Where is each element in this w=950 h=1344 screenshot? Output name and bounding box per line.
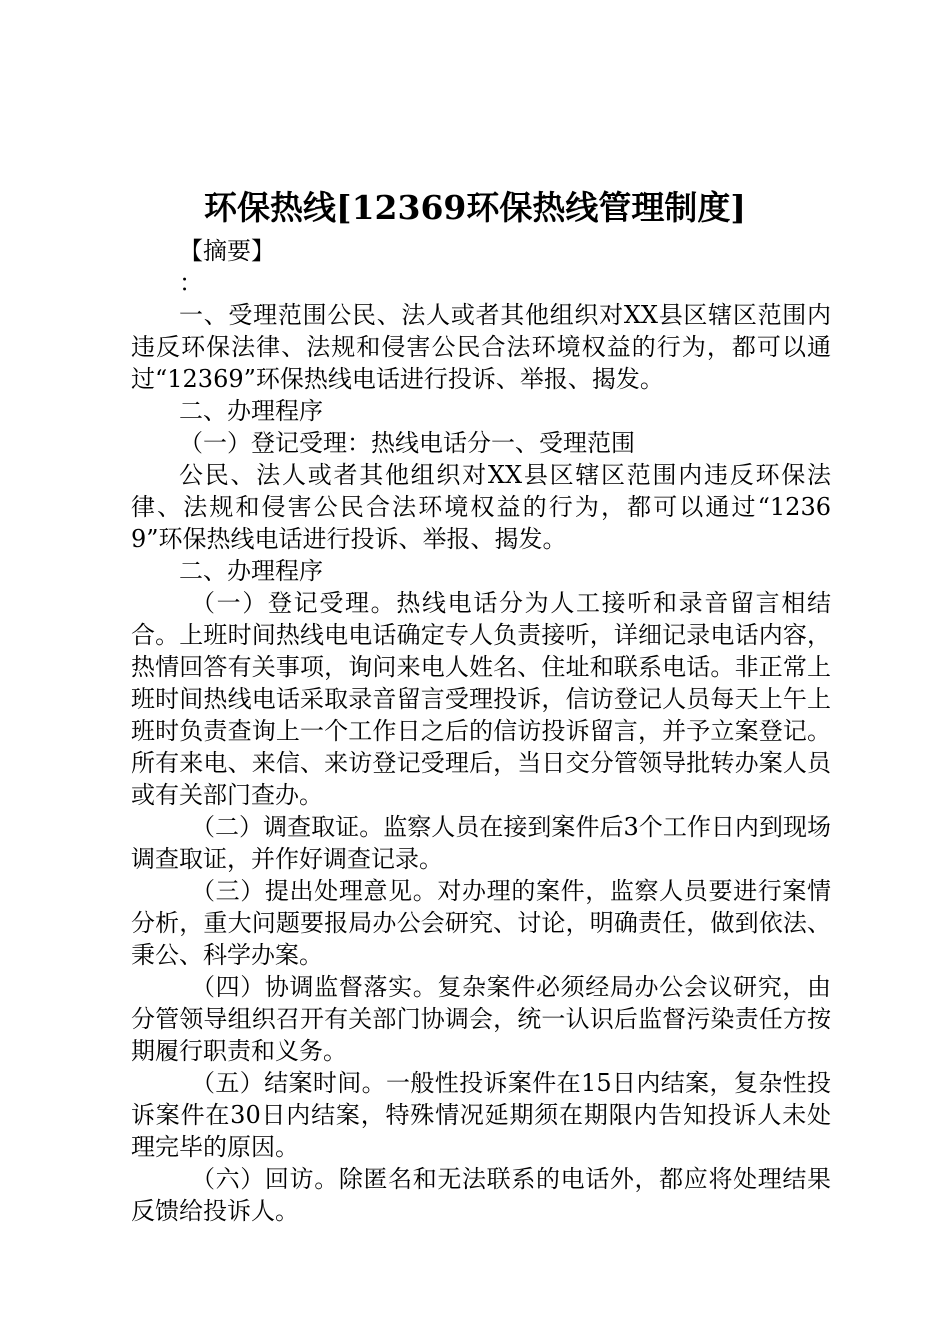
procedure-closing-time: （五）结案时间。一般性投诉案件在15日内结案，复杂性投诉案件在30日内结案，特殊情况延期须在期限内告知投诉人未处理完毕的原因。	[131, 1069, 831, 1161]
section-procedure-heading: 二、办理程序	[179, 397, 323, 425]
section-procedure-heading-2: 二、办理程序	[179, 557, 323, 585]
procedure-opinion: （三）提出处理意见。对办理的案件，监察人员要进行案情分析，重大问题要报局办公会研究、讨论，明确责任，做到依法、秉公、科学办案。	[131, 877, 831, 969]
procedure-investigation: （二）调查取证。监察人员在接到案件后3个工作日内到现场调查取证，并作好调查记录。	[131, 813, 831, 873]
procedure-follow-up: （六）回访。除匿名和无法联系的电话外，都应将处理结果反馈给投诉人。	[131, 1165, 831, 1225]
section-scope-summary: 一、受理范围公民、法人或者其他组织对XX县区辖区范围内违反环保法律、法规和侵害公民合法环境权益的行为，都可以通过“12369”环保热线电话进行投诉、举报、揭发。	[131, 301, 831, 393]
procedure-coordination: （四）协调监督落实。复杂案件必须经局办公会议研究，由分管领导组织召开有关部门协调会，统一认识后监督污染责任方按期履行职责和义务。	[131, 973, 831, 1065]
document-title: 环保热线[12369环保热线管理制度]	[203, 188, 747, 227]
procedure-registration-summary: （一）登记受理：热线电话分一、受理范围	[179, 429, 635, 457]
abstract-heading: 【摘要】	[179, 237, 275, 265]
colon-line: ：	[179, 269, 203, 297]
document-body	[131, 235, 831, 1227]
procedure-registration: （一）登记受理。热线电话分为人工接听和录音留言相结合。上班时间热线电电话确定专人负责接听，详细记录电话内容，热情回答有关事项，询问来电人姓名、住址和联系电话。非正常上班时间热线电话采取录音留言受理投诉，信访登记人员每天上午上班时负责查询上一个工作日之后的信访投诉留言，并予立案登记。所有来电、来信、来访登记受理后，当日交分管领导批转办案人员或有关部门查办。	[131, 589, 831, 809]
section-scope-body: 公民、法人或者其他组织对XX县区辖区范围内违反环保法律、法规和侵害公民合法环境权益的行为，都可以通过“12369”环保热线电话进行投诉、举报、揭发。	[131, 461, 831, 553]
